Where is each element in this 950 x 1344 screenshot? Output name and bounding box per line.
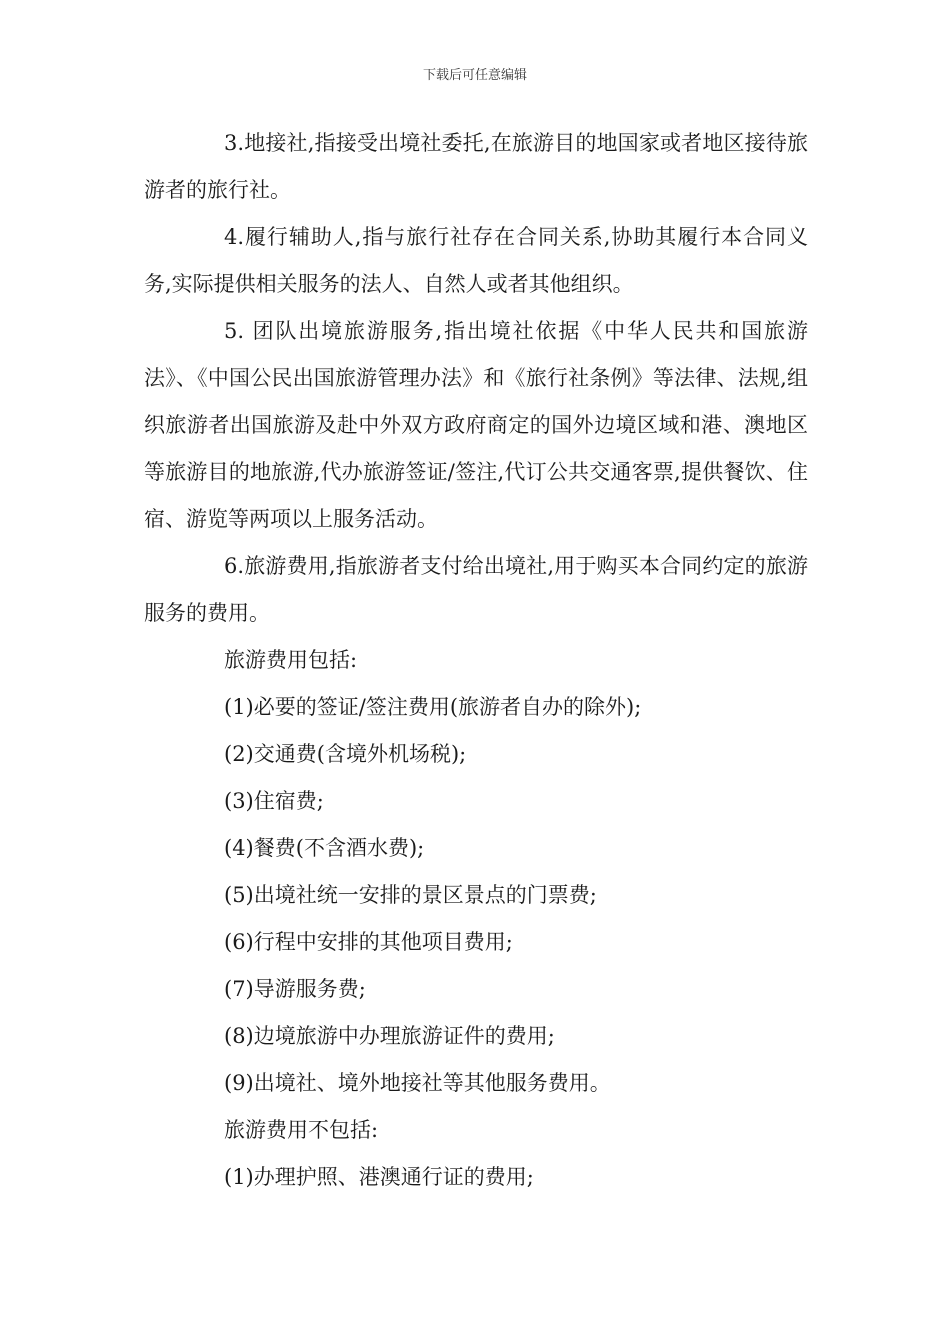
paragraph-6-tour-fees: 6.旅游费用,指旅游者支付给出境社,用于购买本合同约定的旅游服务的费用。 — [144, 554, 808, 625]
included-item-6: (6)行程中安排的其他项目费用; — [224, 930, 513, 954]
included-item-3: (3)住宿费; — [224, 789, 324, 813]
included-item-1: (1)必要的签证/签注费用(旅游者自办的除外); — [224, 695, 642, 719]
included-item-9: (9)出境社、境外地接社等其他服务费用。 — [224, 1071, 611, 1095]
included-item-8: (8)边境旅游中办理旅游证件的费用; — [224, 1024, 555, 1048]
included-item-7: (7)导游服务费; — [224, 977, 366, 1001]
paragraph-3-local-agency: 3.地接社,指接受出境社委托,在旅游目的地国家或者地区接待旅游者的旅行社。 — [144, 131, 808, 202]
included-item-4: (4)餐费(不含酒水费); — [224, 836, 425, 860]
page-header: 下载后可任意编辑 — [422, 68, 527, 83]
paragraph-4-assistant: 4.履行辅助人,指与旅行社存在合同关系,协助其履行本合同义务,实际提供相关服务的法人、自然人或者其他组织。 — [144, 225, 808, 296]
document-body — [144, 120, 808, 1201]
included-item-5: (5)出境社统一安排的景区景点的门票费; — [224, 883, 597, 907]
paragraph-5-group-tour-service: 5. 团队出境旅游服务,指出境社依据《中华人民共和国旅游法》、《中国公民出国旅游管理办法》和《旅行社条例》等法律、法规,组织旅游者出国旅游及赴中外双方政府商定的国外边境区域和港、澳地区等旅游目的地旅游,代办旅游签证/签注,代订公共交通客票,提供餐饮、住宿、游览等两项以上服务活动。 — [144, 319, 808, 531]
included-heading: 旅游费用包括: — [224, 648, 358, 672]
excluded-heading: 旅游费用不包括: — [224, 1118, 379, 1142]
excluded-item-1: (1)办理护照、港澳通行证的费用; — [224, 1165, 534, 1189]
included-item-2: (2)交通费(含境外机场税); — [224, 742, 467, 766]
